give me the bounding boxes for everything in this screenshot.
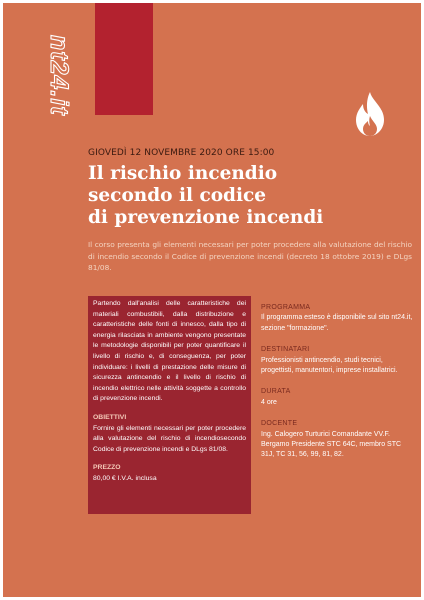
event-date: GIOVEDÌ 12 NOVEMBRE 2020 ORE 15:00 [88,148,275,158]
course-flyer [3,3,421,597]
course-description-box [88,296,251,514]
objectives-text: Fornire gli elementi necessari per poter procedere alla valutazione del rischio di incendiosecondo Codice di prevenzione incendi e DLgs 81/08. [93,424,246,453]
duration-heading: DURATA [261,388,291,396]
svg-text:nt24.it: nt24.it [45,35,73,116]
duration-text: 4 ore [261,398,277,406]
flame-icon [351,91,389,137]
objectives-heading: OBIETTIVI [93,413,127,421]
program-text: Il programma esteso è disponibile sul sito nt24.it, sezione "formazione". [261,314,413,332]
title-line: secondo il codice [88,185,267,206]
audience-heading: DESTINATARI [261,346,310,354]
price-text: 80,00 € I.V.A. inclusa [93,474,157,482]
decorative-red-bar [95,3,153,115]
audience-text: Professionisti antincendio, studi tecnici, progettisti, manutentori, imprese installatrici. [261,356,398,375]
title-line: di prevenzione incendi [88,207,324,228]
price-heading: PREZZO [93,464,121,472]
title-line: Il rischio incendio [88,163,278,184]
page-title [88,163,388,229]
teacher-text: Ing. Calogero Turturici Comandante VV.F. Bergamo Presidente STC 64C, membro STC 31J, TC 31, 56, 99, 81, 82. [261,430,402,459]
program-heading: PROGRAMMA [261,304,311,311]
intro-paragraph: Il corso presenta gli elementi necessari per poter procedere alla valutazione del rischio di incendio secondo il Codice di prevenzione incendi (decreto 18 ottobre 2019) e DLgs 81/08. [88,240,412,272]
teacher-heading: DOCENTE [261,420,298,428]
nt24-logo [23,31,73,161]
description-text: Partendo dall'analisi delle caratteristiche dei materiali combustibili, dalla distribuzione e caratteristiche delle fonti di innesco, dalla tipo di energia rilasciata in ambiente vengono presentate le metodologie disponibili per poter quantificare il livello di rischio e, di conseguenza, per poter individuare: i livelli di prestazione delle misure di sicurezza antincendio e il livello di rischio di incendio elettrico nelle attività soggette a controllo di prevenzione incendi. [93,300,246,403]
course-details [261,303,416,472]
